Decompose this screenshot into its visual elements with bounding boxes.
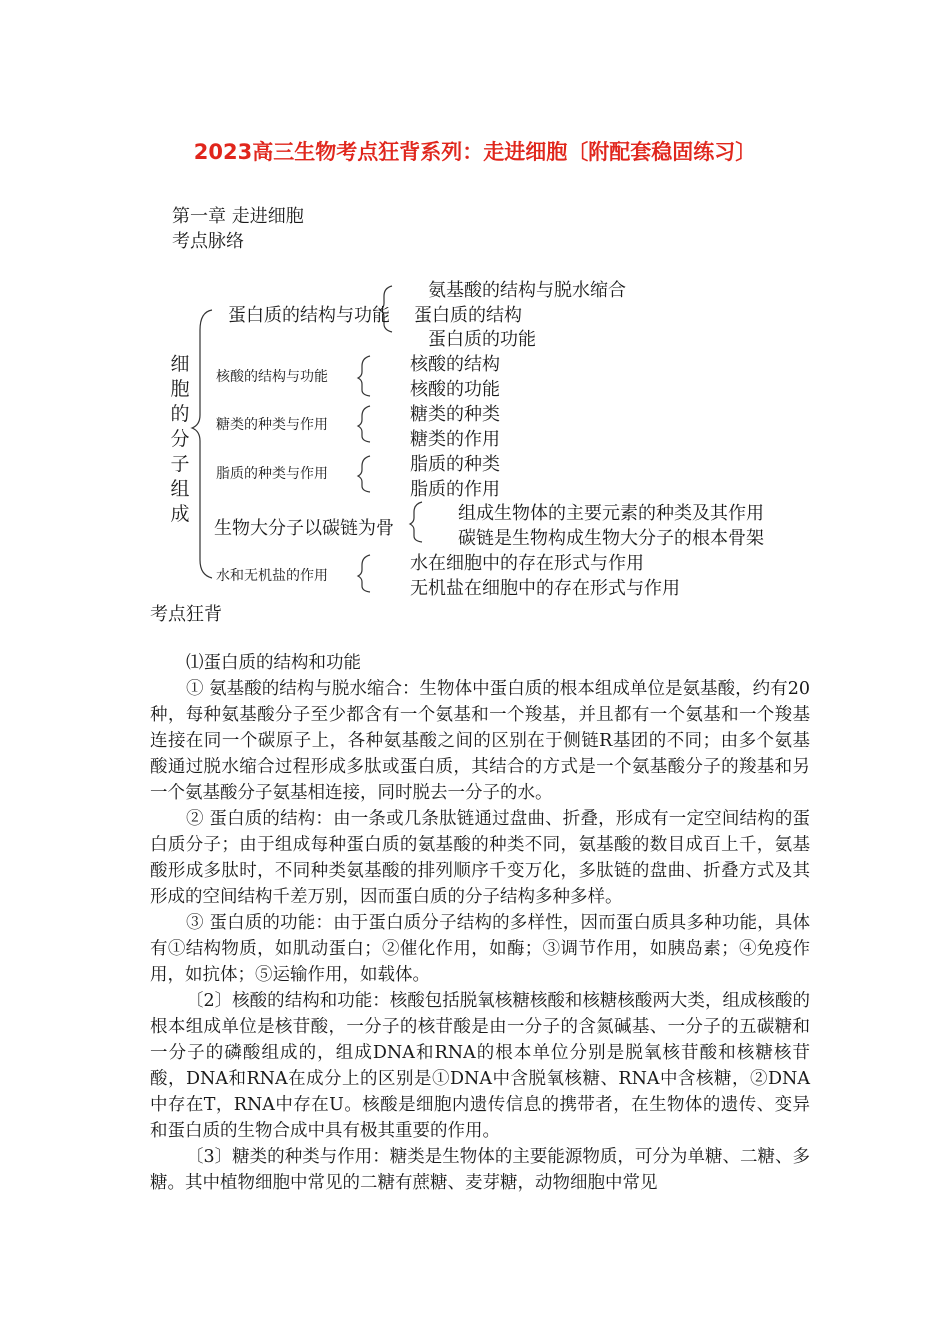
node-sugar-child: 糖类的作用 (410, 429, 500, 450)
paragraph: 〔3〕糖类的种类与作用：糖类是生物体的主要能源物质，可分为单糖、二糖、多糖。其中植物细胞中常见的二糖有蔗糖、麦芽糖，动物细胞中常见 (150, 1147, 810, 1193)
node-lipid-child: 脂质的作用 (410, 479, 500, 500)
recite-heading: 考点狂背 (150, 604, 222, 625)
node-protein: 蛋白质的结构与功能 (228, 305, 390, 326)
node-sugar: 糖类的种类与作用 (216, 417, 328, 433)
paragraph: ① 氨基酸的结构与脱水缩合：生物体中蛋白质的根本组成单位是氨基酸，约有20种，每种氨基酸分子至少都含有一个氨基和一个羧基，并且都有一个氨基和一个羧基连接在同一个碳原子上，各种氨基酸之间的区别在于侧链R基团的不同；由多个氨基酸通过脱水缩合过程形成多肽或蛋白质，其结合的方式是一个氨基酸分子的羧基和另一个氨基酸分子氨基相连接，同时脱去一分子的水。 (150, 679, 810, 803)
paragraph: ③ 蛋白质的功能：由于蛋白质分子结构的多样性，因而蛋白质具多种功能，具体有①结构物质，如肌动蛋白；②催化作用，如酶；③调节作用，如胰岛素；④免疫作用，如抗体；⑤运输作用，如载体。 (150, 913, 810, 985)
outline-heading: 考点脉络 (172, 231, 244, 252)
node-nucleic-child: 核酸的功能 (410, 379, 500, 400)
node-protein-child: 蛋白质的结构 (414, 305, 522, 326)
node-water-child: 水在细胞中的存在形式与作用 (410, 553, 644, 574)
paragraph: 〔2〕核酸的结构和功能：核酸包括脱氧核糖核酸和核糖核酸两大类，组成核酸的根本组成单位是核苷酸，一分子的核苷酸是由一分子的含氮碱基、一分子的五碳糖和一分子的磷酸组成的，组成DNA和RNA的根本单位分别是脱氧核苷酸和核糖核苷酸，DNA和RNA在成分上的区别是①DNA中含脱氧核糖、RNA中含核糖，②DNA中存在T，RNA中存在U。核酸是细胞内遗传信息的携带者，在生物体的遗传、变异和蛋白质的生物合成中具有极其重要的作用。 (150, 991, 810, 1141)
document-title: 2023高三生物考点狂背系列：走进细胞〔附配套稳固练习〕 (193, 140, 757, 164)
node-nucleic-child: 核酸的结构 (410, 354, 500, 375)
body-text (150, 650, 810, 1196)
diagram-root: 细 胞 的 分 子 组 成 (170, 353, 190, 525)
paragraph: ② 蛋白质的结构：由一条或几条肽链通过盘曲、折叠，形成有一定空间结构的蛋白质分子；由于组成每种蛋白质的氨基酸的种类不同，氨基酸的数目成百上千，氨基酸形成多肽时，不同种类氨基酸的排列顺序千变万化，多肽链的盘曲、折叠方式及其形成的空间结构千差万别，因而蛋白质的分子结构多种多样。 (150, 809, 810, 907)
node-lipid-child: 脂质的种类 (410, 454, 500, 475)
node-protein-child: 氨基酸的结构与脱水缩合 (428, 280, 626, 301)
node-carbon-child: 组成生物体的主要元素的种类及其作用 (458, 503, 764, 524)
node-carbon-child: 碳链是生物构成生物大分子的根本骨架 (458, 528, 764, 549)
node-sugar-child: 糖类的种类 (410, 404, 500, 425)
node-water-child: 无机盐在细胞中的存在形式与作用 (410, 578, 680, 599)
node-lipid: 脂质的种类与作用 (216, 466, 328, 482)
node-carbon: 生物大分子以碳链为骨 (214, 518, 394, 539)
node-nucleic: 核酸的结构与功能 (216, 369, 328, 385)
node-protein-child: 蛋白质的功能 (428, 329, 536, 350)
paragraph: ⑴蛋白质的结构和功能 (186, 653, 361, 673)
node-water: 水和无机盐的作用 (216, 568, 328, 584)
chapter-heading: 第一章 走进细胞 (172, 206, 304, 227)
